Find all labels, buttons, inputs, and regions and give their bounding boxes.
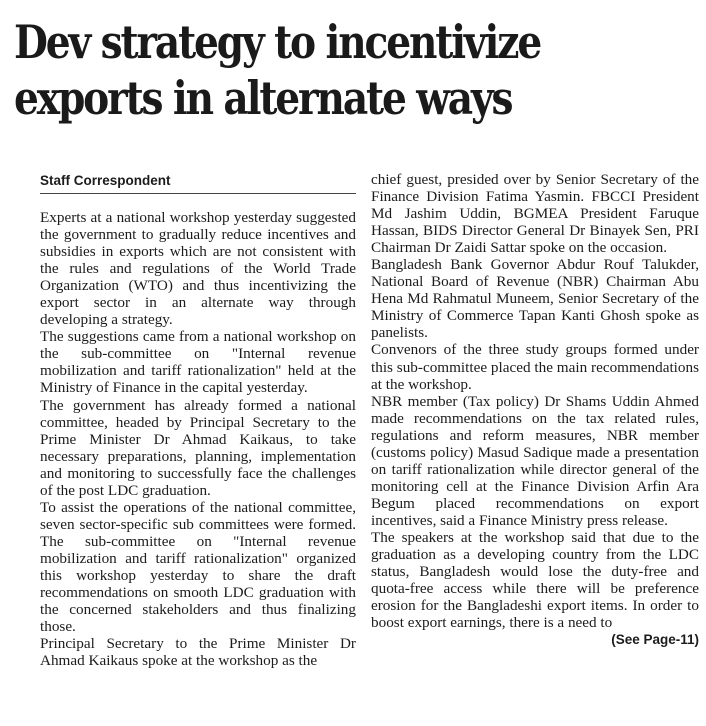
paragraph: Bangladesh Bank Governor Abdur Rouf Talukder, National Board of Revenue (NBR) Chairman Abu Hena Md Rahmatul Muneem, Senior Secretary of the Ministry of Commerce Tapan Kanti Ghosh spoke as panelists.: [371, 256, 699, 342]
paragraph: The government has already formed a national committee, headed by Principal Secretary to the Prime Minister Dr Ahmad Kaikaus, to take necessary preparations, planning, implementation and monitoring to successfully face the challenges of the post LDC graduation.: [40, 396, 356, 499]
paragraph: Convenors of the three study groups formed under this sub-committee placed the main recommendations at the workshop.: [371, 341, 699, 393]
paragraph: NBR member (Tax policy) Dr Shams Uddin Ahmed made recommendations on the tax related rules, regulations and reform measures, NBR member (customs policy) Masud Sadique made a presentation on tariff rationalization while director general of the monitoring cell at the Finance Division Arfin Ara Begum placed recommendations on export incentives, said a Finance Ministry press release.: [371, 392, 699, 529]
paragraph: Principal Secretary to the Prime Minister Dr Ahmad Kaikaus spoke at the workshop as the: [40, 635, 356, 670]
headline-line-2: exports in alternate ways: [14, 71, 512, 125]
paragraph: chief guest, presided over by Senior Secretary of the Finance Division Fatima Yasmin. FBCCI President Md Jashim Uddin, BGMEA President Faruque Hassan, BIDS Director General Dr Binayek Sen, PRI Chairman Dr Zaidi Sattar spoke on the occasion.: [371, 171, 699, 257]
headline: [14, 14, 592, 126]
article-column-left: [35, 173, 356, 669]
continuation-jump[interactable]: (See Page-11): [611, 632, 699, 648]
paragraph: Experts at a national workshop yesterday suggested the government to gradually reduce incentives and subsidies in exports which are not consistent with the rules and regulations of the World Trade Organization (WTO) and thus incentivizing the export sector in an alternate way through developing a strategy.: [40, 209, 356, 329]
headline-line-1: Dev strategy to incentivize: [14, 15, 541, 69]
byline: Staff Correspondent: [40, 173, 356, 194]
paragraph: The suggestions came from a national workshop on the sub-committee on "Internal revenue mobilization and tariff rationalization" held at the Ministry of Finance in the capital yesterday.: [40, 328, 356, 397]
article-column-right: [371, 171, 699, 648]
paragraph-text: The speakers at the workshop said that due to the graduation as a developing country from the LDC status, Bangladesh would lose the duty-free and quota-free access while there will be preference erosion for the Bangladeshi export items. In order to boost export earnings, there is a need to: [371, 528, 699, 632]
paragraph: To assist the operations of the national committee, seven sector-specific sub committees were formed. The sub-committee on "Internal revenue mobilization and tariff rationalization" organized this workshop yesterday to share the draft recommendations on smooth LDC graduation with the concerned stakeholders and thus finalizing those.: [40, 498, 356, 636]
paragraph: [371, 528, 699, 648]
